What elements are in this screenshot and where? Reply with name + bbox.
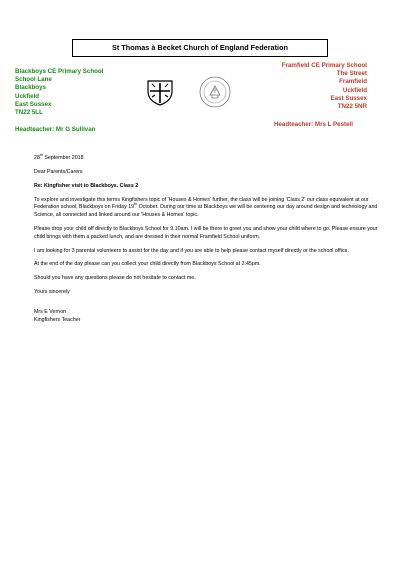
letter-salutation: Dear Parents/Carers — [34, 168, 83, 175]
address-line: Uckfield — [15, 92, 40, 100]
letter-paragraph: I am looking for 3 parental volunteers to assist for the day and if you are able to help please contact myself directly or the school office. — [34, 247, 349, 254]
address-line: TN22 5NR — [337, 103, 367, 111]
address-line: Blackboys CE Primary School — [15, 68, 104, 75]
address-line: East Sussex — [330, 94, 367, 102]
letter-paragraph: Should you have any questions please do not hesitate to contact me. — [34, 275, 196, 282]
right-headteacher: Headteacher: Mrs L Pestell — [274, 121, 353, 128]
address-line: TN22 5LL — [15, 109, 43, 117]
address-line: School Lane — [15, 76, 52, 84]
address-line: Blackboys — [15, 84, 46, 92]
left-headteacher: Headteacher: Mr G Sullivan — [15, 126, 96, 133]
letter-body — [34, 155, 384, 325]
school-seal-icon — [199, 76, 231, 108]
letter-paragraph: To explore and investigate this terms Kingfishers topic of 'Houses & Homes' further, the class will be joining 'Class 2' our class equivalent at our Federation school, Blackboys on Friday 19th October. During our time at Blackboys we will be centering our day around design and technology and Science, all connected and linked around our 'Houses & Homes' topic. — [34, 196, 378, 219]
letter-date: 28th September 2018 — [34, 153, 84, 161]
right-school-address — [282, 62, 367, 111]
left-school-address — [15, 68, 103, 117]
address-line: East Sussex — [15, 100, 52, 108]
federation-title: St Thomas à Becket Church of England Federation — [72, 39, 328, 57]
signature-name: Mrs E Vernon — [34, 309, 67, 316]
letter-paragraph: At the end of the day please can you collect your child directly from Blackboys School at 2:45pm. — [34, 261, 261, 268]
address-line: Framfield — [339, 78, 367, 86]
address-line: Framfield CE Primary School — [281, 62, 367, 69]
letter-closing: Yours sincerely — [34, 289, 70, 296]
signature-title: Kingfishers Teacher — [34, 316, 81, 323]
address-line: The Street — [336, 70, 367, 78]
shield-crest-icon — [146, 78, 174, 106]
letter-subject: Re: Kingfisher visit to Blackboys. Class 2 — [34, 182, 139, 189]
letter-paragraph: Please drop your child off directly to Blackboys School for 9.10am. I will be there to greet you and show your child where to go. Please ensure your child brings with them a packed lunch, and are dressed in their normal Framfield School uniform. — [34, 225, 378, 240]
address-line: Uckfield — [342, 86, 367, 94]
